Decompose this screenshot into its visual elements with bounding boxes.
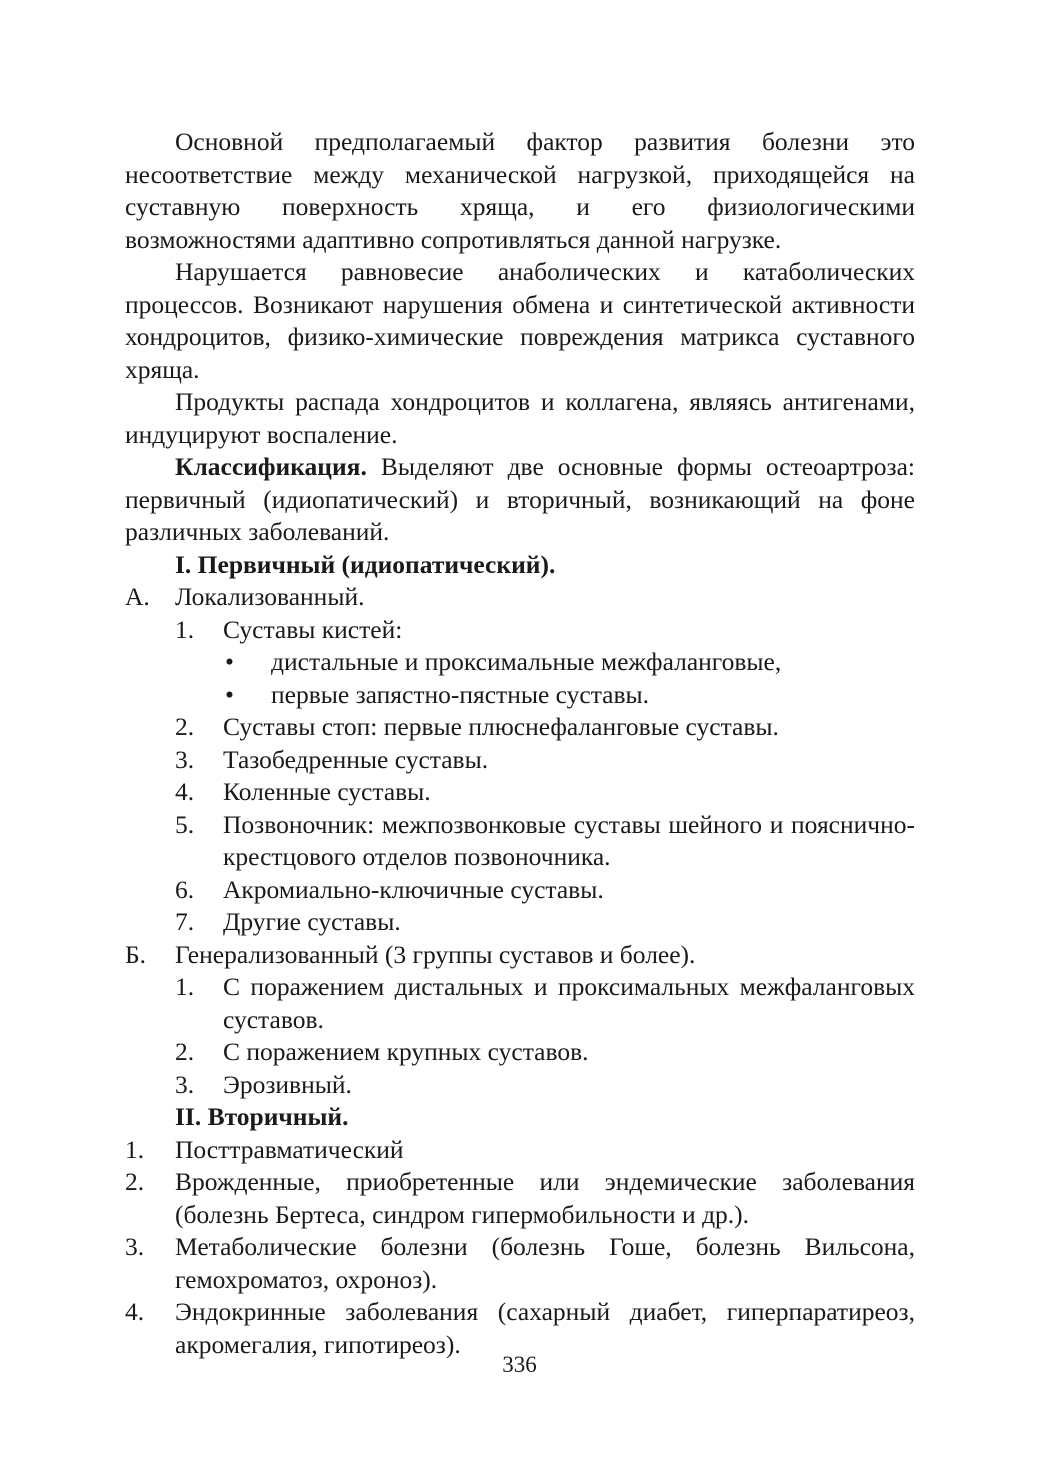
list-item-text: Генерализованный (3 группы суставов и более). — [175, 939, 696, 969]
list-item-text: Позвоночник: межпозвонковые суставы шейного и пояснично-крестцового отделов позвоночника. — [223, 809, 915, 871]
list-marker: 2. — [175, 712, 195, 741]
list-item — [125, 939, 915, 972]
list-item-text: Коленные суставы. — [223, 777, 431, 806]
list-marker: 1. — [125, 1134, 145, 1164]
list-marker: 1. — [175, 614, 195, 644]
section-heading-primary: I. Первичный (идиопатический). — [175, 549, 556, 579]
list-item — [125, 1166, 915, 1231]
list-marker: 4. — [125, 1297, 145, 1326]
list-item — [125, 1069, 915, 1102]
list-item — [125, 1231, 915, 1296]
list-item — [125, 646, 915, 679]
list-item-text: Суставы кистей: — [223, 614, 403, 644]
list-item-text: Суставы стоп: первые плюснефаланговые суставы. — [223, 712, 779, 741]
list-marker: 7. — [175, 907, 195, 936]
list-marker: 3. — [175, 1069, 195, 1099]
list-item — [125, 874, 915, 907]
list-item — [125, 1134, 915, 1167]
paragraph: Продукты распада хондроцитов и коллагена, являясь антигенами, индуцируют воспаление. — [125, 387, 915, 449]
list-marker: 3. — [125, 1232, 145, 1261]
list-item — [125, 1036, 915, 1069]
list-item — [125, 679, 915, 712]
list-marker: 1. — [175, 972, 195, 1001]
list-marker: 5. — [175, 809, 195, 839]
list-item-text: Эндокринные заболевания (сахарный диабет, гиперпаратиреоз, акромегалия, гипотиреоз). — [175, 1297, 915, 1359]
section-heading-secondary: II. Вторичный. — [175, 1102, 349, 1131]
bullet-marker: • — [225, 679, 234, 709]
list-item — [125, 744, 915, 777]
list-item — [125, 906, 915, 939]
classification-label: Классификация. — [175, 452, 367, 481]
bullet-marker: • — [225, 647, 234, 676]
paragraph: Нарушается равновесие анаболических и катаболических процессов. Возникают нарушения обмена и синтетической активности хондроцитов, физико-химические повреждения матрикса суставного хряща. — [125, 257, 915, 384]
list-item-text: С поражением дистальных и проксимальных межфаланговых суставов. — [223, 972, 915, 1034]
list-item-text: Врожденные, приобретенные или эндемические заболевания (болезнь Бертеса, синдром гипермобильности и др.). — [175, 1167, 915, 1229]
list-item — [125, 711, 915, 744]
list-item-text: первые запястно-пястные суставы. — [271, 679, 650, 709]
list-item-text: Метаболические болезни (болезнь Гоше, болезнь Вильсона, гемохроматоз, охроноз). — [175, 1232, 915, 1294]
list-item-text: Эрозивный. — [223, 1069, 352, 1099]
list-item-text: Другие суставы. — [223, 907, 401, 936]
list-item — [125, 809, 915, 874]
list-marker: 3. — [175, 744, 195, 774]
list-item — [125, 614, 915, 647]
list-marker: Б. — [125, 939, 147, 969]
page-number: 336 — [502, 1352, 537, 1377]
classification-paragraph — [125, 451, 915, 549]
list-item-text: Локализованный. — [175, 582, 365, 611]
list-marker: 6. — [175, 874, 195, 904]
list-item — [125, 971, 915, 1036]
list-item-text: Акромиально-ключичные суставы. — [223, 874, 604, 904]
list-item-text: Посттравматический — [175, 1134, 404, 1164]
list-item-text: С поражением крупных суставов. — [223, 1037, 589, 1066]
list-item — [125, 776, 915, 809]
list-marker: 2. — [175, 1037, 195, 1066]
list-marker: 2. — [125, 1167, 145, 1196]
list-marker: А. — [125, 582, 150, 611]
list-item — [125, 581, 915, 614]
list-item-text: Тазобедренные суставы. — [223, 744, 489, 774]
page-body — [125, 126, 915, 1361]
list-item-text: дистальные и проксимальные межфаланговые, — [271, 647, 782, 676]
classification-text: Выделяют две основные формы остеоартроза: первичный (идиопатический) и вторичный, возникающий на фоне различных заболеваний. — [125, 452, 915, 546]
paragraph: Основной предполагаемый фактор развития болезни это несоответствие между механической нагрузкой, приходящейся на суставную поверхность хряща, и его физиологическими возможностями адаптивно сопротивляться данной нагрузке. — [125, 127, 915, 254]
list-marker: 4. — [175, 777, 195, 806]
